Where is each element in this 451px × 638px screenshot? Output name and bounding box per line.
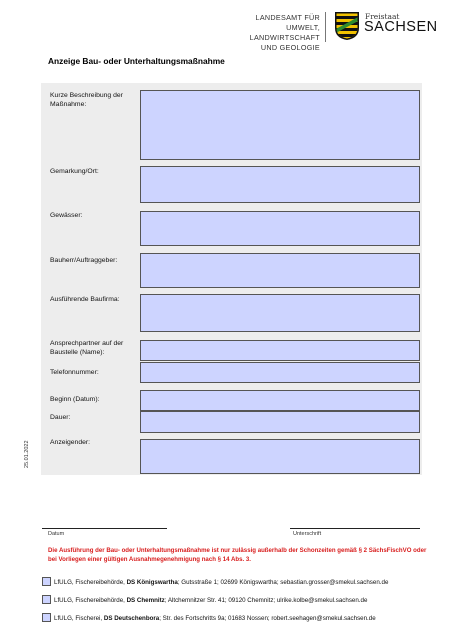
field-anzeigender[interactable] (140, 439, 420, 474)
office-option (42, 613, 376, 622)
signature-label: Unterschrift (293, 531, 322, 537)
field-ansprechpartner[interactable] (140, 340, 420, 361)
brand-name: SACHSEN (364, 19, 438, 35)
agency-line-3: UND GEOLOGIE (260, 43, 320, 52)
field-gemarkung[interactable] (140, 166, 420, 203)
date-line (42, 528, 167, 529)
office-address: ; Altchemnitzer Str. 41; 09120 Chemnitz; ulrike.kolbe@smekul.sachsen.de (164, 597, 368, 604)
office-option (42, 577, 388, 586)
office-checkbox[interactable] (42, 613, 51, 622)
label-beschreibung: Kurze Beschreibung der Maßnahme: (50, 92, 123, 108)
field-bauherr[interactable] (140, 253, 420, 288)
office-prefix: LfULG, Fischereibehörde, (54, 597, 127, 604)
field-beginn[interactable] (140, 390, 420, 411)
agency-line-1: LANDESAMT FÜR UMWELT, (255, 13, 320, 32)
date-label: Datum (48, 531, 65, 537)
label-telefon: Telefonnummer: (50, 369, 99, 376)
label-beginn: Beginn (Datum): (50, 396, 100, 403)
label-ansprechpartner: Ansprechpartner auf der Baustelle (Name): (50, 340, 124, 356)
label-bauherr: Bauherr/Auftraggeber: (50, 257, 118, 264)
notice-text: Die Ausführung der Bau- oder Unterhaltungsmaßnahme ist nur zulässig außerhalb der Schonzeiten gemäß § 2 SächsFischVO oder bei Vorliegen einer gültigen Ausnahmegenehmigung nach § 14 Abs. 3. (48, 547, 427, 563)
label-dauer: Dauer: (50, 414, 71, 421)
page-title: Anzeige Bau- oder Unterhaltungsmaßnahme (48, 56, 225, 66)
field-beschreibung[interactable] (140, 90, 420, 160)
label-gemarkung: Gemarkung/Ort: (50, 168, 99, 175)
office-option (42, 595, 367, 604)
office-site: DS Königswartha (126, 579, 178, 586)
header-divider (325, 12, 326, 42)
office-site: DS Deutschenbora (103, 615, 160, 622)
field-baufirma[interactable] (140, 294, 420, 332)
field-gewaesser[interactable] (140, 211, 420, 246)
field-dauer[interactable] (140, 411, 420, 433)
office-checkbox[interactable] (42, 595, 51, 604)
office-address: ; Str. des Fortschritts 9a; 01683 Nossen; robert.seehagen@smekul.sachsen.de (159, 615, 376, 622)
office-address: ; Gutsstraße 1; 02699 Königswartha; sebastian.grosser@smekul.sachsen.de (177, 579, 389, 586)
label-gewaesser: Gewässer: (50, 212, 83, 219)
office-prefix: LfULG, Fischereibehörde, (54, 579, 127, 586)
field-telefon[interactable] (140, 362, 420, 383)
label-anzeigender: Anzeigender: (50, 439, 91, 446)
form-version-date: 25.01.2022 (24, 440, 30, 468)
office-prefix: LfULG, Fischerei, (54, 615, 104, 622)
brand-small-text: Freistaat (365, 12, 400, 21)
office-checkbox[interactable] (42, 577, 51, 586)
saxony-crest-icon (334, 11, 360, 41)
agency-line-2: LANDWIRTSCHAFT (249, 33, 320, 42)
label-baufirma: Ausführende Baufirma: (50, 296, 120, 303)
signature-line (290, 528, 420, 529)
office-site: DS Chemnitz (126, 597, 165, 604)
agency-name (222, 13, 320, 53)
